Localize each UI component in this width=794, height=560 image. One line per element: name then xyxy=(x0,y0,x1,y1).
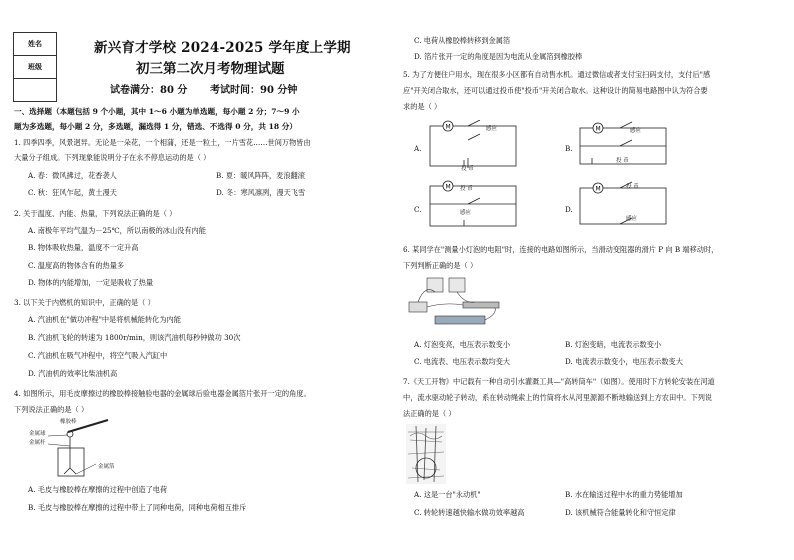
q1-option-d: D. 冬：寒风凛冽，漫天飞雪 xyxy=(216,188,306,197)
circuit-d-coin: 投 币 xyxy=(626,184,639,190)
circuit-d-sense: 感应 xyxy=(626,216,638,222)
name-class-box xyxy=(13,32,57,102)
q3-option-c: C. 汽油机在吸气冲程中，将空气吸入汽缸中 xyxy=(28,351,168,360)
circuit-b-coin: 投 币 xyxy=(616,158,629,164)
waterwheel-illustration xyxy=(406,424,446,484)
label-rubber-rod: 橡胶棒 xyxy=(60,419,77,425)
q1-option-b: B. 夏：暖风阵阵，麦浪翻滚 xyxy=(216,171,305,180)
svg-text:M: M xyxy=(595,185,601,193)
q1-option-a: A. 春：微风拂过，花香袭人 xyxy=(28,171,117,180)
electroscope-figure xyxy=(30,418,140,482)
q1-stem: 1. 四季四季，风景迥异。无论是一朵花，一个相蒲，还是一粒土，一片雪花……世间万物皆由 xyxy=(14,138,311,147)
q7-option-b: B. 水在输送过程中水的重力势能增加 xyxy=(565,490,683,499)
svg-text:M: M xyxy=(595,125,601,133)
circuit-c-coin: 投 币 xyxy=(460,186,473,192)
circuit-a-label: A. xyxy=(414,144,422,153)
q5-stem-2: 应"开关闭合取水，还可以通过投币使"投币"开关闭合取水。这种设计的简易电路图中认为符合要 xyxy=(403,86,708,95)
q2-option-b: B. 物体吸收热量，温度不一定升高 xyxy=(28,243,139,252)
q5-stem-3: 求的是（ ） xyxy=(403,102,442,111)
label-metal-rod: 金属杆 xyxy=(29,440,46,446)
section-heading-2: 题为多选题，每小题 2 分，多选题，漏选得 1 分，错选、不选得 0 分，共 18 分） xyxy=(14,122,297,131)
label-metal-ball: 金属球 xyxy=(29,431,46,437)
circuit-a-sense: 感应 xyxy=(486,126,498,132)
q7-stem-2: 中，流水驱动轮子转动，系在转动绳索上的竹筒将水从河里源源不断地输送到上方农田中。下列说 xyxy=(403,393,713,402)
exam-title: 新兴育才学校 2024-2025 学年度上学期 xyxy=(94,40,351,56)
blank-cell xyxy=(14,79,56,101)
q7-option-c: C. 转轮转速越快输水做功效率越高 xyxy=(414,508,525,517)
q4-option-d: D. 箔片张开一定的角度是因为电流从金属箔到橡胶棒 xyxy=(414,52,583,61)
q3-option-b: B. 汽油机飞轮的转速为 1800r/min，则该汽油机每秒钟做功 30次 xyxy=(28,333,241,342)
q7-stem: 7.《天工开物》中记载有一种自动引水灌溉工具—"高转筒车"（如图）。使用时下方转轮安装在河道 xyxy=(403,377,715,386)
svg-text:M: M xyxy=(445,123,451,131)
q1-option-c: C. 秋：狂风乍起，黄土漫天 xyxy=(28,188,117,197)
q7-option-d: D. 该机械符合能量转化和守恒定律 xyxy=(565,508,676,517)
q6-stem-2: 下列判断正确的是（ ） xyxy=(403,261,478,270)
circuit-b xyxy=(578,120,670,172)
q6-option-a: A. 灯泡变亮，电压表示数变小 xyxy=(414,340,511,349)
exam-subtitle: 初三第二次月考物理试题 xyxy=(136,61,285,77)
section-heading: 一、选择题（本题包括 9 个小题，其中 1～6 小题为单选题，每小题 2 分；7～9 小 xyxy=(14,107,300,116)
exam-time: 考试时间：90 分钟 xyxy=(210,85,298,96)
circuit-d-label: D. xyxy=(565,205,573,214)
circuit-c-label: C. xyxy=(414,205,422,214)
q3-option-a: A. 汽油机在"做功冲程"中是将机械能转化为内能 xyxy=(28,315,181,324)
q7-stem-3: 法正确的是（ ） xyxy=(403,409,456,418)
circuit-d xyxy=(578,180,670,232)
q2-option-c: C. 温度高的物体含有的热量多 xyxy=(28,261,125,270)
q2-option-d: D. 物体的内能增加，一定是吸收了热量 xyxy=(28,278,154,287)
circuit-a-coin: 投 币 xyxy=(461,166,474,172)
circuit-b-label: B. xyxy=(565,144,573,153)
q4-option-c: C. 电荷从橡胶棒转移到金属箔 xyxy=(414,36,511,45)
q1-stem-2: 大量分子组成。下列现象能说明分子在永不停息运动的是（ ） xyxy=(14,153,211,162)
circuit-a xyxy=(428,120,520,172)
q3-option-d: D. 汽油机的效率比柴油机高 xyxy=(28,369,118,378)
lamp-circuit-figure xyxy=(405,274,505,330)
q4-stem-2: 下列说法正确的是（ ） xyxy=(14,405,89,414)
q2-option-a: A. 南极年平均气温为－25℃，所以南极的冰山没有内能 xyxy=(28,226,206,235)
label-metal-foil: 金属箔 xyxy=(98,464,115,470)
q6-stem: 6. 某同学在"测量小灯泡的电阻"时，连接的电路如图所示，当滑动变阻器的滑片 P 向 B 端移动时， xyxy=(403,245,719,254)
name-label: 姓名 xyxy=(14,33,56,56)
q4-option-a: A. 毛皮与橡胶棒在摩擦的过程中创造了电荷 xyxy=(28,485,168,494)
circuit-c-sense: 感应 xyxy=(460,210,472,216)
q5-stem: 5. 为了方便住户用水，现在很多小区都有自动售水机。通过微信或者支付宝扫码支付，支付后"感 xyxy=(403,70,711,79)
class-label: 班级 xyxy=(14,56,56,79)
q6-option-b: B. 灯泡变暗，电流表示数变小 xyxy=(565,340,662,349)
q2-stem: 2. 关于温度、内能、热量，下列说法正确的是（ ） xyxy=(14,209,177,218)
circuit-b-sense: 感应 xyxy=(630,128,642,134)
q3-stem: 3. 以下关于内燃机的知识中，正确的是（ ） xyxy=(14,298,155,307)
full-score: 试卷满分：80 分 xyxy=(110,85,188,96)
q6-option-c: C. 电流表、电压表示数均变大 xyxy=(414,357,511,366)
q7-option-a: A. 这是一台"永动机" xyxy=(414,490,481,499)
circuit-c xyxy=(428,180,520,232)
q4-stem: 4. 如图所示，用毛皮摩擦过的橡胶棒接触验电器的金属球后验电器金属箔片张开一定的角度。 xyxy=(14,389,311,398)
q4-option-b: B. 毛皮与橡胶棒在摩擦的过程中带上了同种电荷，同种电荷相互排斥 xyxy=(28,503,247,512)
q6-option-d: D. 电流表示数变小，电压表示数变大 xyxy=(565,357,683,366)
svg-text:M: M xyxy=(445,183,451,191)
